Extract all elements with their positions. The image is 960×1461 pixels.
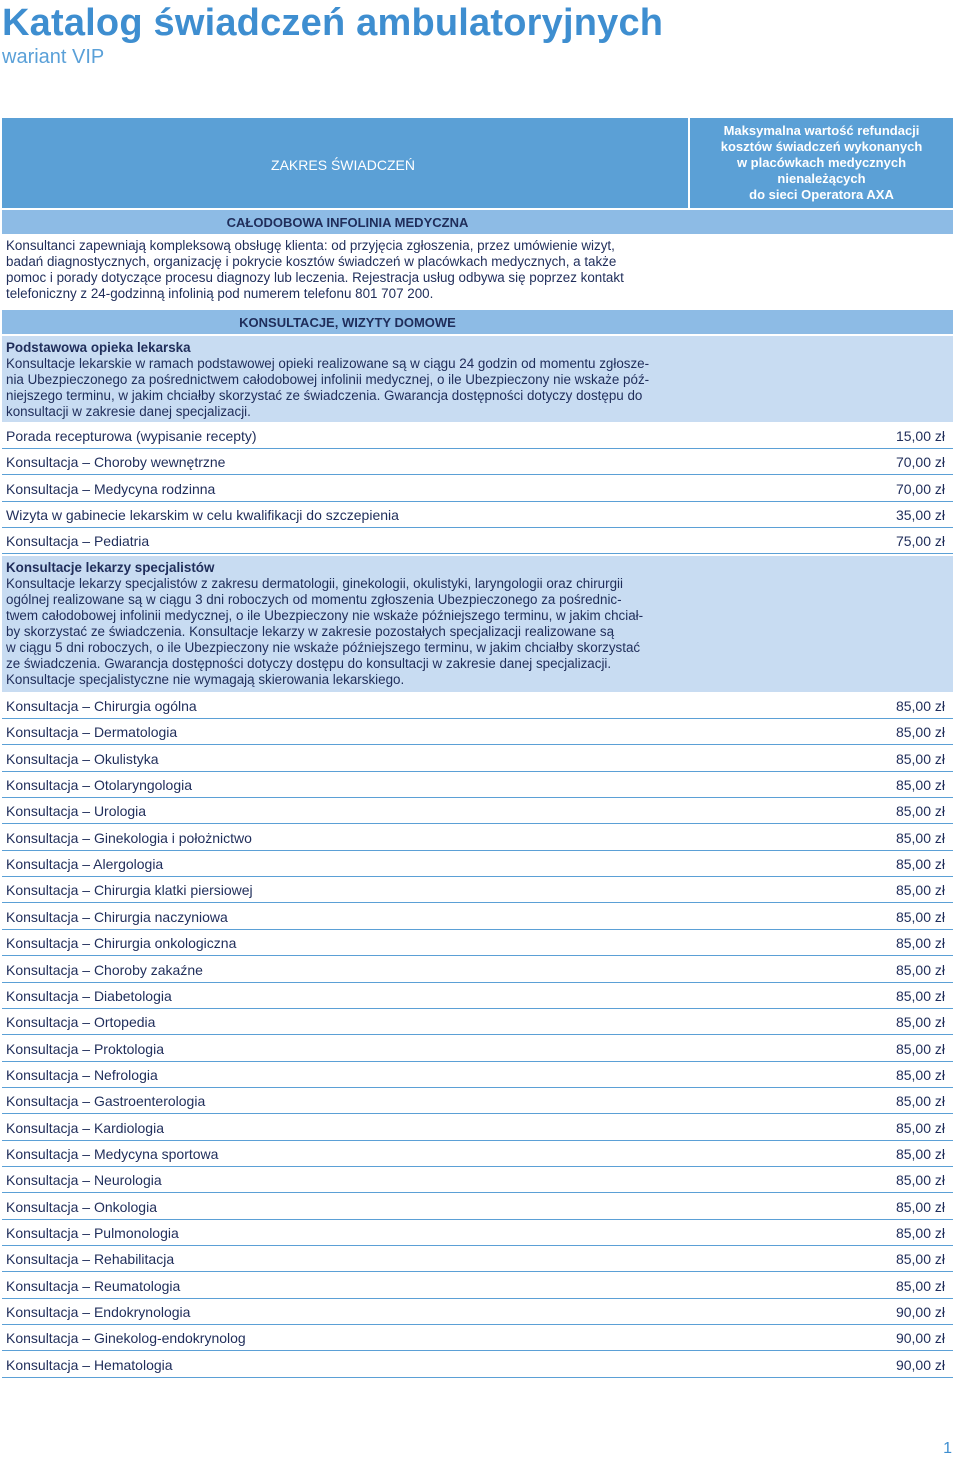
service-price: 90,00 zł [895,1330,945,1347]
service-price: 85,00 zł [895,1119,945,1136]
service-price: 85,00 zł [895,1251,945,1268]
service-price: 85,00 zł [895,1277,945,1294]
table-row [2,720,953,745]
service-name: Konsultacja – Hematologia [6,1356,173,1373]
table-row [2,477,953,502]
table-row [2,1063,953,1088]
service-price: 85,00 zł [895,803,945,820]
service-name: Konsultacja – Medycyna rodzinna [6,480,216,497]
table-row [2,826,953,851]
table-row [2,1353,953,1378]
table-row [2,1116,953,1141]
service-name: Porada recepturowa (wypisanie recepty) [6,428,257,444]
service-price: 35,00 zł [895,506,945,523]
service-name: Konsultacja – Otolaryngologia [6,777,193,794]
infolinia-section-heading [2,210,953,234]
service-price: 85,00 zł [895,882,945,899]
table-row [2,1221,953,1246]
podstawowa-line: Konsultacje lekarskie w ramach podstawowej opieki realizowane są w ciągu 24 godzin od momentu zgłosze- [6,356,650,371]
page-number: 1 [943,1440,952,1457]
service-name: Konsultacja – Nefrologia [6,1066,158,1083]
service-name: Konsultacja – Neurologia [6,1172,162,1189]
page-subtitle: wariant VIP [2,46,105,68]
service-name: Konsultacja – Dermatologia [6,724,178,741]
table-row [2,905,953,930]
podstawowa-description [6,356,686,420]
service-price: 85,00 zł [895,1198,945,1215]
service-name: Konsultacja – Pulmonologia [6,1225,179,1241]
service-name: Konsultacja – Ortopedia [6,1014,156,1031]
service-price: 85,00 zł [895,1093,945,1110]
specjalisci-block [2,556,953,692]
specjalisci-title: Konsultacje lekarzy specjalistów [6,560,215,575]
specjalisci-line: twem całodobowej infolinii medycznej, o ile Ubezpieczony nie wskaże późniejszego terminu, w jakim chciał- [6,608,644,623]
service-price: 90,00 zł [895,1356,945,1373]
service-name: Konsultacja – Urologia [6,803,147,820]
service-name: Konsultacja – Gastroenterologia [6,1093,206,1110]
infolinia-line: Konsultanci zapewniają kompleksową obsługę klienta: od przyjęcia zgłoszenia, przez umówienie wizyt, [6,238,615,253]
specjalisci-line: by skorzystać ze świadczenia. Konsultacje lekarzy w zakresie pozostałych specjalizacji realizowane są [6,624,615,639]
service-name: Konsultacja – Chirurgia ogólna [6,698,197,714]
table-row [2,1168,953,1193]
table-row [2,878,953,903]
service-name: Konsultacja – Rehabilitacja [6,1251,175,1268]
table-row [2,773,953,798]
refund-header-line: nienależących [777,171,866,186]
service-name: Konsultacja – Chirurgia onkologiczna [6,935,237,952]
podstawowa-line: konsultacji w zakresie danej specjalizacji. [6,404,251,419]
service-price: 85,00 zł [895,935,945,952]
service-name: Konsultacja – Alergologia [6,856,164,873]
scope-header [2,118,688,208]
infolinia-line: telefoniczny z 24-godzinną infolinią pod numerem telefonu 801 707 200. [6,286,434,301]
podstawowa-title: Podstawowa opieka lekarska [6,340,191,355]
service-name: Konsultacja – Kardiologia [6,1119,164,1136]
refund-header-line: w placówkach medycznych [736,155,907,170]
table-row [2,1010,953,1035]
service-name: Konsultacja – Endokrynologia [6,1304,191,1321]
table-row [2,424,953,449]
scope-header-label: ZAKRES ŚWIADCZEŃ [271,157,415,173]
service-price: 85,00 zł [895,908,945,925]
table-row [2,450,953,475]
table-row [2,503,953,528]
specjalisci-line: Konsultacje lekarzy specjalistów z zakresu dermatologii, ginekologii, okulistyki, laryngologii oraz chirurgii [6,576,623,591]
service-price: 85,00 zł [895,698,945,714]
podstawowa-line: niejszego terminu, w jakim chciałby skorzystać ze świadczenia. Gwarancja dostępności dotyczy dostępu do [6,388,643,403]
table-row [2,529,953,554]
service-price: 85,00 zł [895,856,945,873]
konsultacje-heading-label: KONSULTACJE, WIZYTY DOMOWE [239,314,456,330]
service-price: 85,00 zł [895,1172,945,1189]
service-price: 85,00 zł [895,829,945,846]
infolinia-description [6,238,686,302]
service-name: Konsultacja – Medycyna sportowa [6,1145,219,1162]
table-row [2,852,953,877]
service-price: 85,00 zł [895,1066,945,1083]
specjalisci-line: ogólnej realizowane są w ciągu 3 dni roboczych od momentu zgłoszenia Ubezpieczonego za pośrednic- [6,592,622,607]
service-name: Konsultacja – Proktologia [6,1040,164,1057]
table-row [2,984,953,1009]
infolinia-line: badań diagnostycznych, organizację i pokrycie kosztów świadczeń w placówkach medycznych, a także [6,254,617,269]
service-name: Konsultacja – Ginekolog-endokrynolog [6,1330,246,1347]
specjalisci-line: w ciągu 5 dni roboczych, o ile Ubezpieczony nie wskaże późniejszego terminu, w jakim chciałby skorzystać [6,640,641,655]
refund-header-line: kosztów świadczeń wykonanych [720,139,923,154]
service-price: 85,00 zł [895,961,945,978]
table-row [2,799,953,824]
table-row [2,1195,953,1220]
table-row [2,694,953,719]
table-row [2,958,953,983]
podstawowa-line: nia Ubezpieczonego za pośrednictwem całodobowej infolinii medycznej, o ile Ubezpieczony nie wskaże póź- [6,372,650,387]
infolinia-line: pomoc i porady dotyczące procesu diagnozy lub leczenia. Rejestracja usług odbywa się poprzez kontakt [6,270,624,285]
service-name: Konsultacja – Onkologia [6,1198,157,1215]
specjalisci-description [6,576,686,688]
table-row [2,1247,953,1272]
refund-header-line: Maksymalna wartość refundacji [723,123,920,138]
infolinia-heading-label: CAŁODOBOWA INFOLINIA MEDYCZNA [226,214,469,230]
service-price: 85,00 zł [895,1145,945,1162]
service-price: 85,00 zł [895,724,945,741]
table-row [2,747,953,772]
table-row [2,931,953,956]
table-row [2,1089,953,1114]
refund-header-line: do sieci Operatora AXA [749,187,894,202]
table-row [2,1142,953,1167]
specjalisci-line: ze świadczenia. Gwarancja dostępności dotyczy dostępu do konsultacji w zakresie danej specjalizacji. [6,656,612,671]
service-price: 15,00 zł [895,428,945,444]
service-price: 70,00 zł [895,454,945,471]
service-name: Wizyta w gabinecie lekarskim w celu kwalifikacji do szczepienia [6,506,399,523]
service-price: 85,00 zł [895,1014,945,1031]
table-row [2,1274,953,1299]
service-price: 90,00 zł [895,1304,945,1321]
table-row [2,1037,953,1062]
service-name: Konsultacja – Reumatologia [6,1277,181,1294]
service-price: 85,00 zł [895,750,945,767]
table-row [2,1300,953,1325]
service-price: 85,00 zł [895,987,945,1004]
service-price: 70,00 zł [895,480,945,497]
service-price: 85,00 zł [895,1040,945,1057]
service-price: 75,00 zł [895,533,945,550]
table-row [2,1326,953,1351]
service-price: 85,00 zł [895,777,945,794]
service-price: 85,00 zł [895,1225,945,1241]
specjalisci-line: Konsultacje specjalistyczne nie wymagają skierowania lekarskiego. [6,672,405,687]
service-name: Konsultacja – Pediatria [6,533,150,550]
konsultacje-section-heading [2,310,953,334]
page-title: Katalog świadczeń ambulatoryjnych [2,2,664,44]
service-name: Konsultacja – Chirurgia naczyniowa [6,908,228,925]
service-name: Konsultacja – Chirurgia klatki piersiowej [6,882,253,899]
service-name: Konsultacja – Okulistyka [6,750,159,767]
service-name: Konsultacja – Ginekologia i położnictwo [6,829,252,846]
service-name: Konsultacja – Diabetologia [6,987,172,1004]
refund-header [690,118,953,208]
podstawowa-block [2,336,953,422]
service-name: Konsultacja – Choroby zakaźne [6,961,203,978]
service-name: Konsultacja – Choroby wewnętrzne [6,454,226,471]
